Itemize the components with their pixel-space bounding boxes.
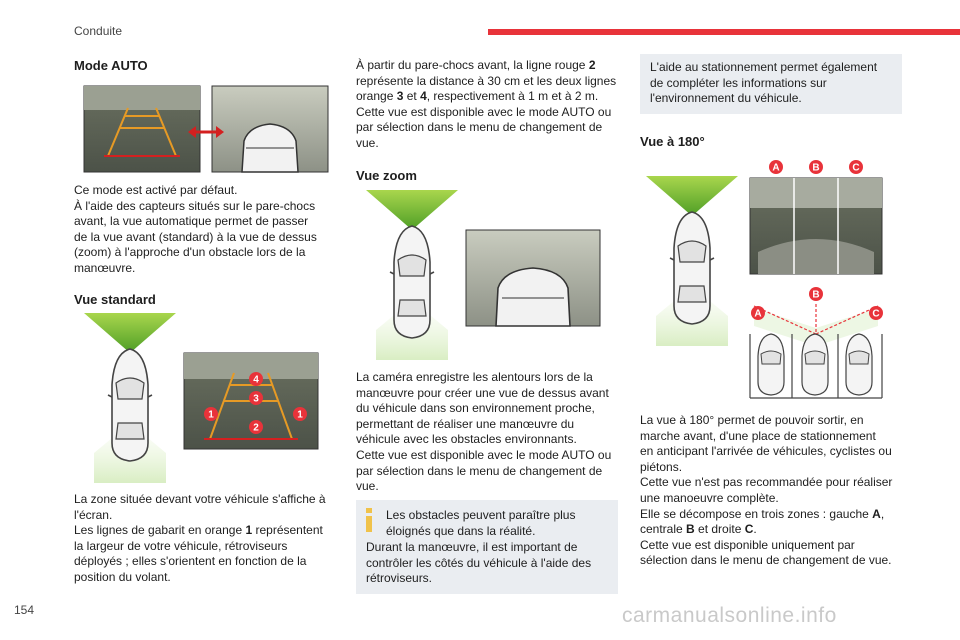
vue-zoom-illustration	[366, 190, 616, 360]
text-run: À partir du pare-chocs avant, la ligne rouge	[356, 58, 589, 72]
vue-180-line: en anticipant l'arrivée de véhicules, cyclistes ou	[640, 444, 892, 459]
note-line: l'environnement du véhicule.	[650, 91, 802, 106]
watermark: carmanualsonline.info	[622, 604, 837, 627]
svg-text:C: C	[872, 308, 880, 320]
vue-180-illustration	[646, 156, 896, 406]
vue-180-line: marche avant, d'une place de stationnement	[640, 428, 876, 443]
svg-text:B: B	[812, 162, 820, 174]
svg-text:2: 2	[253, 422, 259, 434]
vue-180-text	[640, 413, 892, 569]
badge-a-top	[769, 160, 783, 174]
vue-standard-line: position du volant.	[74, 569, 171, 584]
badge-4	[249, 372, 263, 386]
vue-standard-line: l'écran.	[74, 507, 113, 522]
badge-b-bottom	[809, 287, 823, 301]
info-line: Durant la manœuvre, il est important de	[366, 540, 578, 554]
vue-standard-text	[74, 492, 326, 586]
svg-text:1: 1	[208, 409, 214, 421]
mode-auto-line: de la vue avant (standard) à la vue de dessus	[74, 229, 317, 244]
heading-vue-standard: Vue standard	[74, 292, 156, 307]
info-icon	[364, 508, 374, 532]
note-box	[640, 54, 902, 114]
info-line: éloignés que dans la réalité.	[386, 523, 536, 538]
ref-2: 2	[588, 58, 596, 72]
intro-line	[356, 58, 616, 74]
text-run: .	[753, 522, 757, 537]
vue-zoom-line: permettant de réaliser une manœuvre du	[356, 416, 575, 431]
intro-line: Cette vue est disponible avec le mode AUTO ou	[356, 104, 612, 119]
text-run: Elle se décompose en trois zones : gauche	[640, 506, 873, 521]
ref-a: A	[872, 506, 881, 521]
heading-vue-zoom: Vue zoom	[356, 168, 417, 183]
badge-c-bottom	[869, 306, 883, 320]
vue-180-line: une manoeuvre complète.	[640, 490, 779, 505]
intro-line: représente la distance à 30 cm et les deux lignes	[356, 73, 617, 88]
vue-standard-line	[74, 523, 326, 539]
vue-180-line: Cette vue est disponible uniquement par	[640, 537, 855, 552]
vue-zoom-text	[356, 370, 611, 495]
info-line: Les obstacles peuvent paraître plus	[386, 508, 576, 522]
badge-b-top	[809, 160, 823, 174]
section-title: Conduite	[74, 24, 123, 38]
vue-180-line: Cette vue n'est pas recommandée pour réaliser	[640, 475, 893, 490]
badge-1-right	[293, 407, 307, 421]
badge-2	[249, 420, 263, 434]
svg-text:4: 4	[253, 374, 259, 386]
vue-zoom-line: manœuvre pour créer une vue de dessus avant	[356, 385, 609, 400]
vue-zoom-line: La caméra enregistre les alentours lors de la	[356, 370, 593, 384]
note-line: L'aide au stationnement permet également	[650, 60, 878, 74]
svg-text:1: 1	[297, 409, 303, 421]
intro-line: vue.	[356, 135, 379, 150]
vue-zoom-line: Cette vue est disponible avec le mode AUTO ou	[356, 447, 612, 462]
badge-1-left	[204, 407, 218, 421]
vue-180-line	[640, 522, 892, 538]
page-number: 154	[14, 603, 35, 617]
ref-b: B	[686, 522, 695, 537]
section-accent-bar	[488, 29, 960, 35]
badge-c-top	[849, 160, 863, 174]
text-run: et	[403, 89, 421, 104]
heading-vue-180: Vue à 180°	[640, 134, 705, 149]
heading-mode-auto: Mode AUTO	[74, 58, 148, 73]
svg-text:A: A	[772, 162, 780, 174]
vue-180-line: La vue à 180° permet de pouvoir sortir, en	[640, 413, 864, 427]
ref-4: 4	[420, 89, 427, 104]
info-line: contrôler les côtés du véhicule à l'aide des	[366, 555, 592, 570]
vue-standard-line: la largeur de votre véhicule, rétroviseurs	[74, 538, 288, 553]
note-line: de compléter les informations sur	[650, 75, 827, 90]
note-text	[650, 60, 877, 107]
mode-auto-illustration	[84, 86, 330, 174]
vue-zoom-line: du véhicule dans son environnement proche,	[356, 401, 595, 416]
mode-auto-line: À l'aide des capteurs situés sur le pare-chocs	[74, 198, 316, 213]
badge-3	[249, 391, 263, 405]
text-run: , respectivement à 1 m et à 2 m.	[426, 89, 599, 104]
ref-3: 3	[396, 89, 404, 104]
vue-180-line	[640, 507, 892, 523]
ref-1: 1	[245, 523, 253, 538]
vue-standard-line: déployés ; elles s'orientent en fonction de la	[74, 554, 307, 569]
mode-auto-line: Ce mode est activé par défaut.	[74, 183, 238, 197]
vue-standard-line: La zone située devant votre véhicule s'affiche à	[74, 492, 326, 506]
text-run: représentent	[252, 523, 323, 538]
text-run: orange	[356, 89, 397, 104]
text-run: ,	[880, 506, 885, 521]
mode-auto-line: avant, la vue automatique permet de passer	[74, 214, 309, 229]
info-box-more-text	[366, 540, 591, 587]
mode-auto-line: manœuvre.	[74, 260, 136, 275]
mode-auto-text	[74, 183, 317, 277]
svg-text:3: 3	[253, 393, 259, 405]
text-run: et droite	[694, 522, 745, 537]
intro-text	[356, 58, 616, 152]
vue-180-line: sélection dans le menu de changement de vue.	[640, 553, 892, 568]
badge-a-bottom	[751, 306, 765, 320]
mode-auto-line: (zoom) à l'approche d'un obstacle lors de la	[74, 245, 306, 260]
info-line: rétroviseurs.	[366, 571, 433, 586]
info-box-first-text	[386, 508, 575, 539]
vue-zoom-line: véhicule avec les obstacles environnants.	[356, 432, 577, 447]
intro-line	[356, 89, 616, 105]
text-run: centrale	[640, 522, 687, 537]
vue-standard-illustration	[84, 313, 324, 483]
info-box	[356, 500, 618, 594]
vue-zoom-line: par sélection dans le menu de changement de	[356, 463, 603, 478]
vue-180-line: piétons.	[640, 459, 683, 474]
svg-text:A: A	[754, 308, 762, 320]
text-run: Les lignes de gabarit en orange	[74, 523, 246, 538]
vue-zoom-line: vue.	[356, 479, 379, 494]
ref-c: C	[744, 522, 754, 537]
svg-text:B: B	[812, 289, 820, 301]
svg-text:C: C	[852, 162, 860, 174]
intro-line: par sélection dans le menu de changement de	[356, 120, 603, 135]
